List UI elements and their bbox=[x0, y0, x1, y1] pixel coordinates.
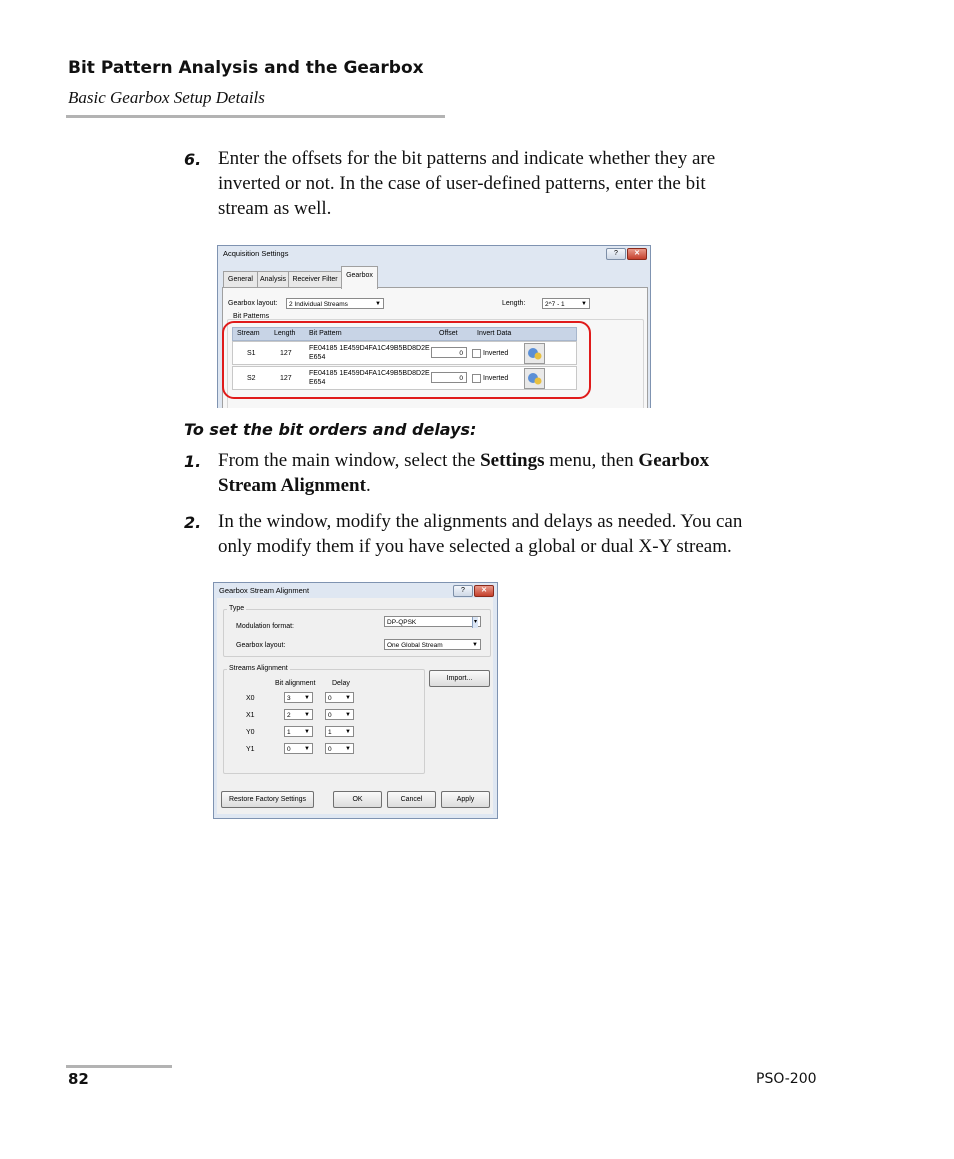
modulation-format-value: DP-QPSK bbox=[387, 619, 417, 626]
stream-alignment-ref: Stream Alignment bbox=[218, 475, 366, 496]
dropdown-arrow-icon: ▼ bbox=[581, 301, 587, 307]
streams-alignment-label: Streams Alignment bbox=[229, 665, 288, 672]
step-1-number: 1. bbox=[184, 452, 202, 471]
section-title: Bit Pattern Analysis and the Gearbox bbox=[68, 58, 424, 78]
dropdown-arrow-icon: ▼ bbox=[304, 695, 310, 701]
dropdown-arrow-icon: ▼ bbox=[345, 746, 351, 752]
page-number: 82 bbox=[68, 1070, 89, 1088]
modulation-format-label: Modulation format: bbox=[236, 623, 294, 630]
invert-label: Inverted bbox=[483, 350, 509, 357]
step-6-line: stream as well. bbox=[218, 198, 332, 219]
tab-gearbox[interactable]: Gearbox bbox=[341, 266, 378, 289]
step-1-text bbox=[218, 448, 818, 498]
window-title: Acquisition Settings bbox=[223, 249, 289, 258]
column-header: Offset bbox=[439, 330, 458, 337]
dropdown-arrow-icon: ▼ bbox=[345, 695, 351, 701]
delay-value: 0 bbox=[328, 712, 332, 719]
length-value: 2^7 - 1 bbox=[545, 301, 565, 308]
stream-cell: S1 bbox=[247, 350, 256, 357]
pattern-cell: FE04185 1E459D4FA1C49B5BD8D2E bbox=[309, 370, 430, 377]
pattern-cell-line2: E654 bbox=[309, 354, 326, 361]
procedure-heading: To set the bit orders and delays: bbox=[184, 420, 477, 439]
import-button[interactable]: Import... bbox=[429, 670, 490, 687]
dropdown-arrow-icon: ▼ bbox=[304, 746, 310, 752]
bit-alignment-select[interactable] bbox=[284, 743, 313, 754]
bit-patterns-label: Bit Patterns bbox=[233, 313, 270, 320]
step-2-text bbox=[218, 509, 838, 559]
stream-cell: S2 bbox=[247, 375, 256, 382]
bit-alignment-value: 0 bbox=[287, 746, 291, 753]
dropdown-arrow-icon: ▼ bbox=[304, 712, 310, 718]
help-button[interactable]: ? bbox=[606, 248, 626, 260]
gearbox-layout-value: 2 Individual Streams bbox=[289, 301, 348, 308]
step-6-line: inverted or not. In the case of user-defined patterns, enter the bit bbox=[218, 173, 706, 194]
tab-general[interactable]: General bbox=[223, 271, 258, 289]
column-header: Length bbox=[274, 330, 296, 337]
step-1-text-part: menu, then bbox=[544, 450, 639, 471]
dropdown-arrow-icon: ▾ bbox=[472, 617, 478, 628]
delay-select[interactable] bbox=[325, 692, 354, 703]
length-cell: 127 bbox=[280, 350, 292, 357]
length-label: Length: bbox=[502, 300, 526, 307]
delay-select[interactable] bbox=[325, 743, 354, 754]
dialog-body bbox=[217, 598, 493, 814]
dropdown-arrow-icon: ▼ bbox=[472, 642, 478, 648]
offset-input[interactable]: 0 bbox=[431, 372, 467, 383]
stream-name: Y1 bbox=[246, 746, 255, 753]
gearbox-layout-select[interactable] bbox=[286, 298, 384, 309]
tab-receiver-filter[interactable]: Receiver Filter bbox=[288, 271, 342, 289]
step-1-text-part: . bbox=[365, 475, 371, 496]
step-6-line: Enter the offsets for the bit patterns and indicate whether they are bbox=[218, 148, 716, 169]
step-6-text bbox=[218, 146, 818, 221]
restore-factory-settings-button[interactable]: Restore Factory Settings bbox=[221, 791, 314, 808]
acquisition-settings-window bbox=[217, 245, 651, 408]
invert-label: Inverted bbox=[483, 375, 509, 382]
streams-alignment-group bbox=[223, 669, 425, 774]
bit-alignment-header: Bit alignment bbox=[275, 680, 316, 687]
length-cell: 127 bbox=[280, 375, 292, 382]
footer-rule bbox=[66, 1065, 172, 1068]
delay-value: 0 bbox=[328, 695, 332, 702]
step-6-number: 6. bbox=[184, 150, 202, 169]
dropdown-arrow-icon: ▼ bbox=[304, 729, 310, 735]
gearbox-layout-select[interactable] bbox=[384, 639, 481, 650]
step-2-line: only modify them if you have selected a global or dual X-Y stream. bbox=[218, 536, 732, 557]
help-button[interactable]: ? bbox=[453, 585, 473, 597]
column-header: Invert Data bbox=[477, 330, 512, 337]
close-button[interactable]: ✕ bbox=[627, 248, 647, 260]
pattern-cell-line2: E654 bbox=[309, 379, 326, 386]
delay-value: 0 bbox=[328, 746, 332, 753]
apply-button[interactable]: Apply bbox=[441, 791, 490, 808]
dropdown-arrow-icon: ▼ bbox=[345, 729, 351, 735]
pattern-cell: FE04185 1E459D4FA1C49B5BD8D2E bbox=[309, 345, 430, 352]
step-2-line: In the window, modify the alignments and delays as needed. You can bbox=[218, 511, 743, 532]
bit-alignment-select[interactable] bbox=[284, 726, 313, 737]
type-group-label: Type bbox=[229, 605, 245, 612]
close-button[interactable]: ✕ bbox=[474, 585, 494, 597]
header-rule bbox=[66, 115, 445, 118]
cancel-button[interactable]: Cancel bbox=[387, 791, 436, 808]
column-header: Stream bbox=[237, 330, 260, 337]
gearbox-stream-alignment-window bbox=[213, 582, 498, 819]
delay-header: Delay bbox=[332, 680, 350, 687]
modulation-format-select[interactable] bbox=[384, 616, 481, 627]
bit-alignment-value: 1 bbox=[287, 729, 291, 736]
tab-analysis[interactable]: Analysis bbox=[257, 271, 289, 289]
window-title: Gearbox Stream Alignment bbox=[219, 586, 310, 595]
product-name: PSO-200 bbox=[756, 1071, 817, 1087]
bit-alignment-select[interactable] bbox=[284, 709, 313, 720]
section-subtitle: Basic Gearbox Setup Details bbox=[68, 88, 265, 107]
dropdown-arrow-icon: ▼ bbox=[345, 712, 351, 718]
bit-alignment-value: 2 bbox=[287, 712, 291, 719]
delay-select[interactable] bbox=[325, 709, 354, 720]
delay-value: 1 bbox=[328, 729, 332, 736]
bit-alignment-value: 3 bbox=[287, 695, 291, 702]
gearbox-layout-label: Gearbox layout: bbox=[236, 642, 286, 649]
stream-name: X1 bbox=[246, 712, 255, 719]
gearbox-ref: Gearbox bbox=[638, 450, 710, 471]
ok-button[interactable]: OK bbox=[333, 791, 382, 808]
gearbox-layout-value: One Global Stream bbox=[387, 642, 443, 649]
delay-select[interactable] bbox=[325, 726, 354, 737]
stream-name: Y0 bbox=[246, 729, 255, 736]
stream-name: X0 bbox=[246, 695, 255, 702]
column-header: Bit Pattern bbox=[309, 330, 342, 337]
highlight-oval bbox=[222, 321, 591, 399]
step-2-number: 2. bbox=[184, 513, 202, 532]
bit-alignment-select[interactable] bbox=[284, 692, 313, 703]
offset-input[interactable]: 0 bbox=[431, 347, 467, 358]
length-select[interactable] bbox=[542, 298, 590, 309]
settings-menu-ref: Settings bbox=[480, 450, 545, 471]
dropdown-arrow-icon: ▼ bbox=[375, 301, 381, 307]
gearbox-layout-label: Gearbox layout: bbox=[228, 300, 278, 307]
step-1-text-part: From the main window, select the bbox=[218, 450, 481, 471]
